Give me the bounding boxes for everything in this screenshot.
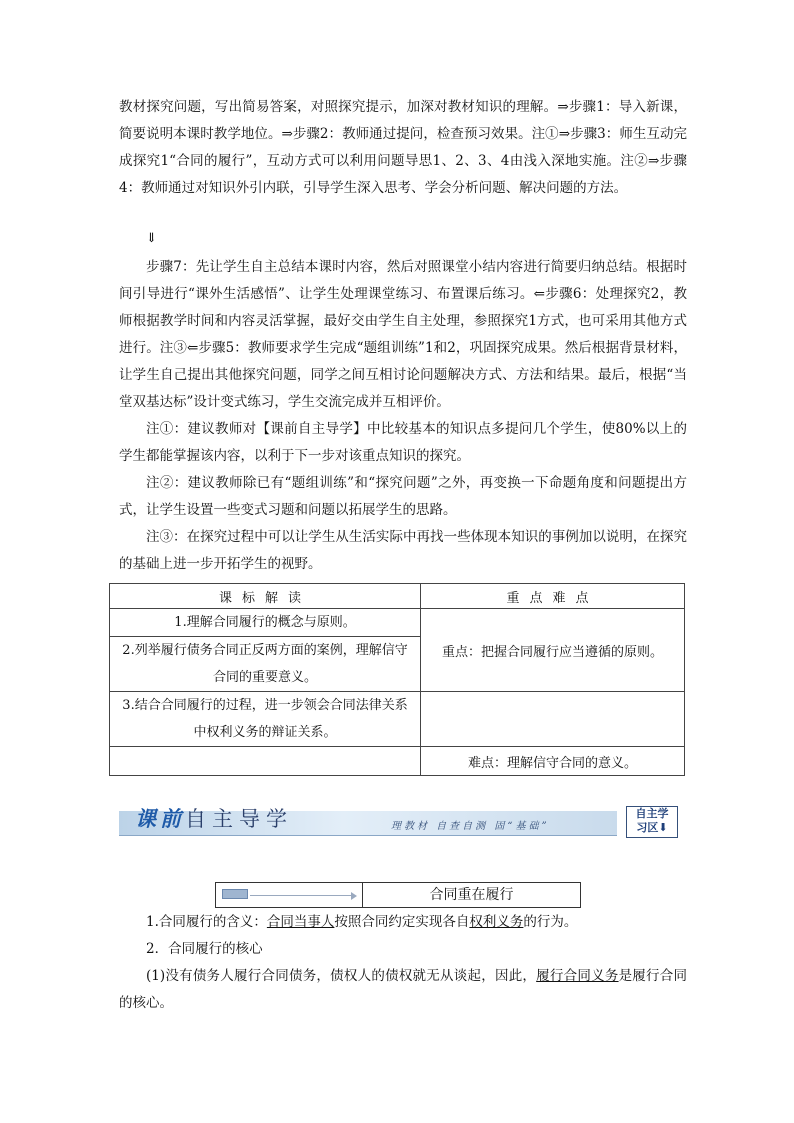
down-arrow-icon: ⇓ <box>146 231 157 246</box>
curriculum-table <box>109 583 685 776</box>
empty-cell <box>110 747 421 776</box>
note-1: 注①：建议教师对【课前自主导学】中比较基本的知识点多提问几个学生，使80%以上的学生都能掌握该内容，以利于下一步对该重点知识的探究。 <box>119 421 687 464</box>
objective-3: 3.结合合同履行的过程，进一步领会合同法律关系中权利义务的辩证关系。 <box>110 692 421 747</box>
empty-cell <box>421 692 685 747</box>
table-header-row <box>110 584 685 609</box>
teaching-steps-paragraph: 教材探究问题，写出简易答案，对照探究提示，加深对教材知识的理解。⇒步骤1：导入新课，简要说明本课时教学地位。⇒步骤2：教师通过提问，检查预习效果。注①⇒步骤3：师生互动完成探究1“合同的履行”，互动方式可以利用问题导思1、2、3、4由浅入深地实施。注②⇒步骤4：教师通过对知识外引内联，引导学生深入思考、学会分析问题、解决问题的方法。 <box>119 99 687 196</box>
teaching-steps-paragraph-2: 步骤7：先让学生自主总结本课时内容，然后对照课堂小结内容进行简要归纳总结。根据时间引导进行“课外生活感悟”、让学生处理课堂练习、布置课后练习。⇐步骤6：处理探究2，教师根据教学时间和内容灵活掌握，最好交由学生自主处理，参照探究1方式，也可采用其他方式进行。注③⇐步骤5：教师要求学生完成“题组训练”1和2，巩固探究成果。然后根据背景材料，让学生自己提出其他探究问题，同学之间互相讨论问题解决方式、方法和结果。最后，根据“当堂双基达标”设计变式练习，学生交流完成并互相评价。 <box>119 259 687 410</box>
banner-subtitle: 理教材 自查自测 固“基础” <box>391 821 550 832</box>
key-point-cell <box>421 609 685 692</box>
objective-2: 2.列举履行债务合同正反两方面的案例，理解信守合同的重要意义。 <box>110 637 421 692</box>
badge-line-2: 习区⬇ <box>636 821 668 834</box>
table-row <box>110 747 685 776</box>
difficult-point: 难点：理解信守合同的意义。 <box>467 755 637 771</box>
section-marker-icon <box>216 883 363 907</box>
table-row <box>110 609 685 637</box>
underlined-term: 合同当事人 <box>266 914 335 930</box>
pre-class-self-study-banner <box>119 803 679 837</box>
banner-title <box>135 803 293 833</box>
header-key-difficult-points: 重点难点 <box>421 584 685 609</box>
key-point: 重点：把握合同履行应当遵循的原则。 <box>441 644 663 660</box>
content-item-2: 2．合同履行的核心 <box>146 941 263 957</box>
banner-title-plain: 自主导学 <box>185 807 293 831</box>
section-title: 合同重在履行 <box>429 887 514 903</box>
difficult-point-cell <box>421 747 685 776</box>
note-2: 注②：建议教师除已有“题组训练”和“探究问题”之外，再变换一下命题角度和问题提出方式，让学生设置一些变式习题和问题以拓展学生的思路。 <box>119 475 687 518</box>
self-study-area-badge <box>626 806 678 838</box>
badge-line-1: 自主学 <box>635 807 669 820</box>
note-3: 注③：在探究过程中可以让学生从生活实际中再找一些体现本知识的事例加以说明，在探究的基础上进一步开拓学生的视野。 <box>119 529 687 572</box>
content-item-1: 1.合同履行的含义：合同当事人按照合同约定实现各自权利义务的行为。 <box>146 914 578 930</box>
table-row <box>110 692 685 747</box>
underlined-term: 权利义务 <box>469 914 524 930</box>
section-heading-box <box>215 882 581 908</box>
header-curriculum-interpretation: 课标解读 <box>110 584 421 609</box>
banner-title-bold: 课前 <box>135 806 185 831</box>
objective-1: 1.理解合同履行的概念与原则。 <box>110 609 421 637</box>
content-item-3: (1)没有债务人履行合同债务，债权人的债权就无从谈起，因此，履行合同义务是履行合同的核心。 <box>119 968 688 1011</box>
underlined-term: 履行合同义务 <box>536 968 619 984</box>
